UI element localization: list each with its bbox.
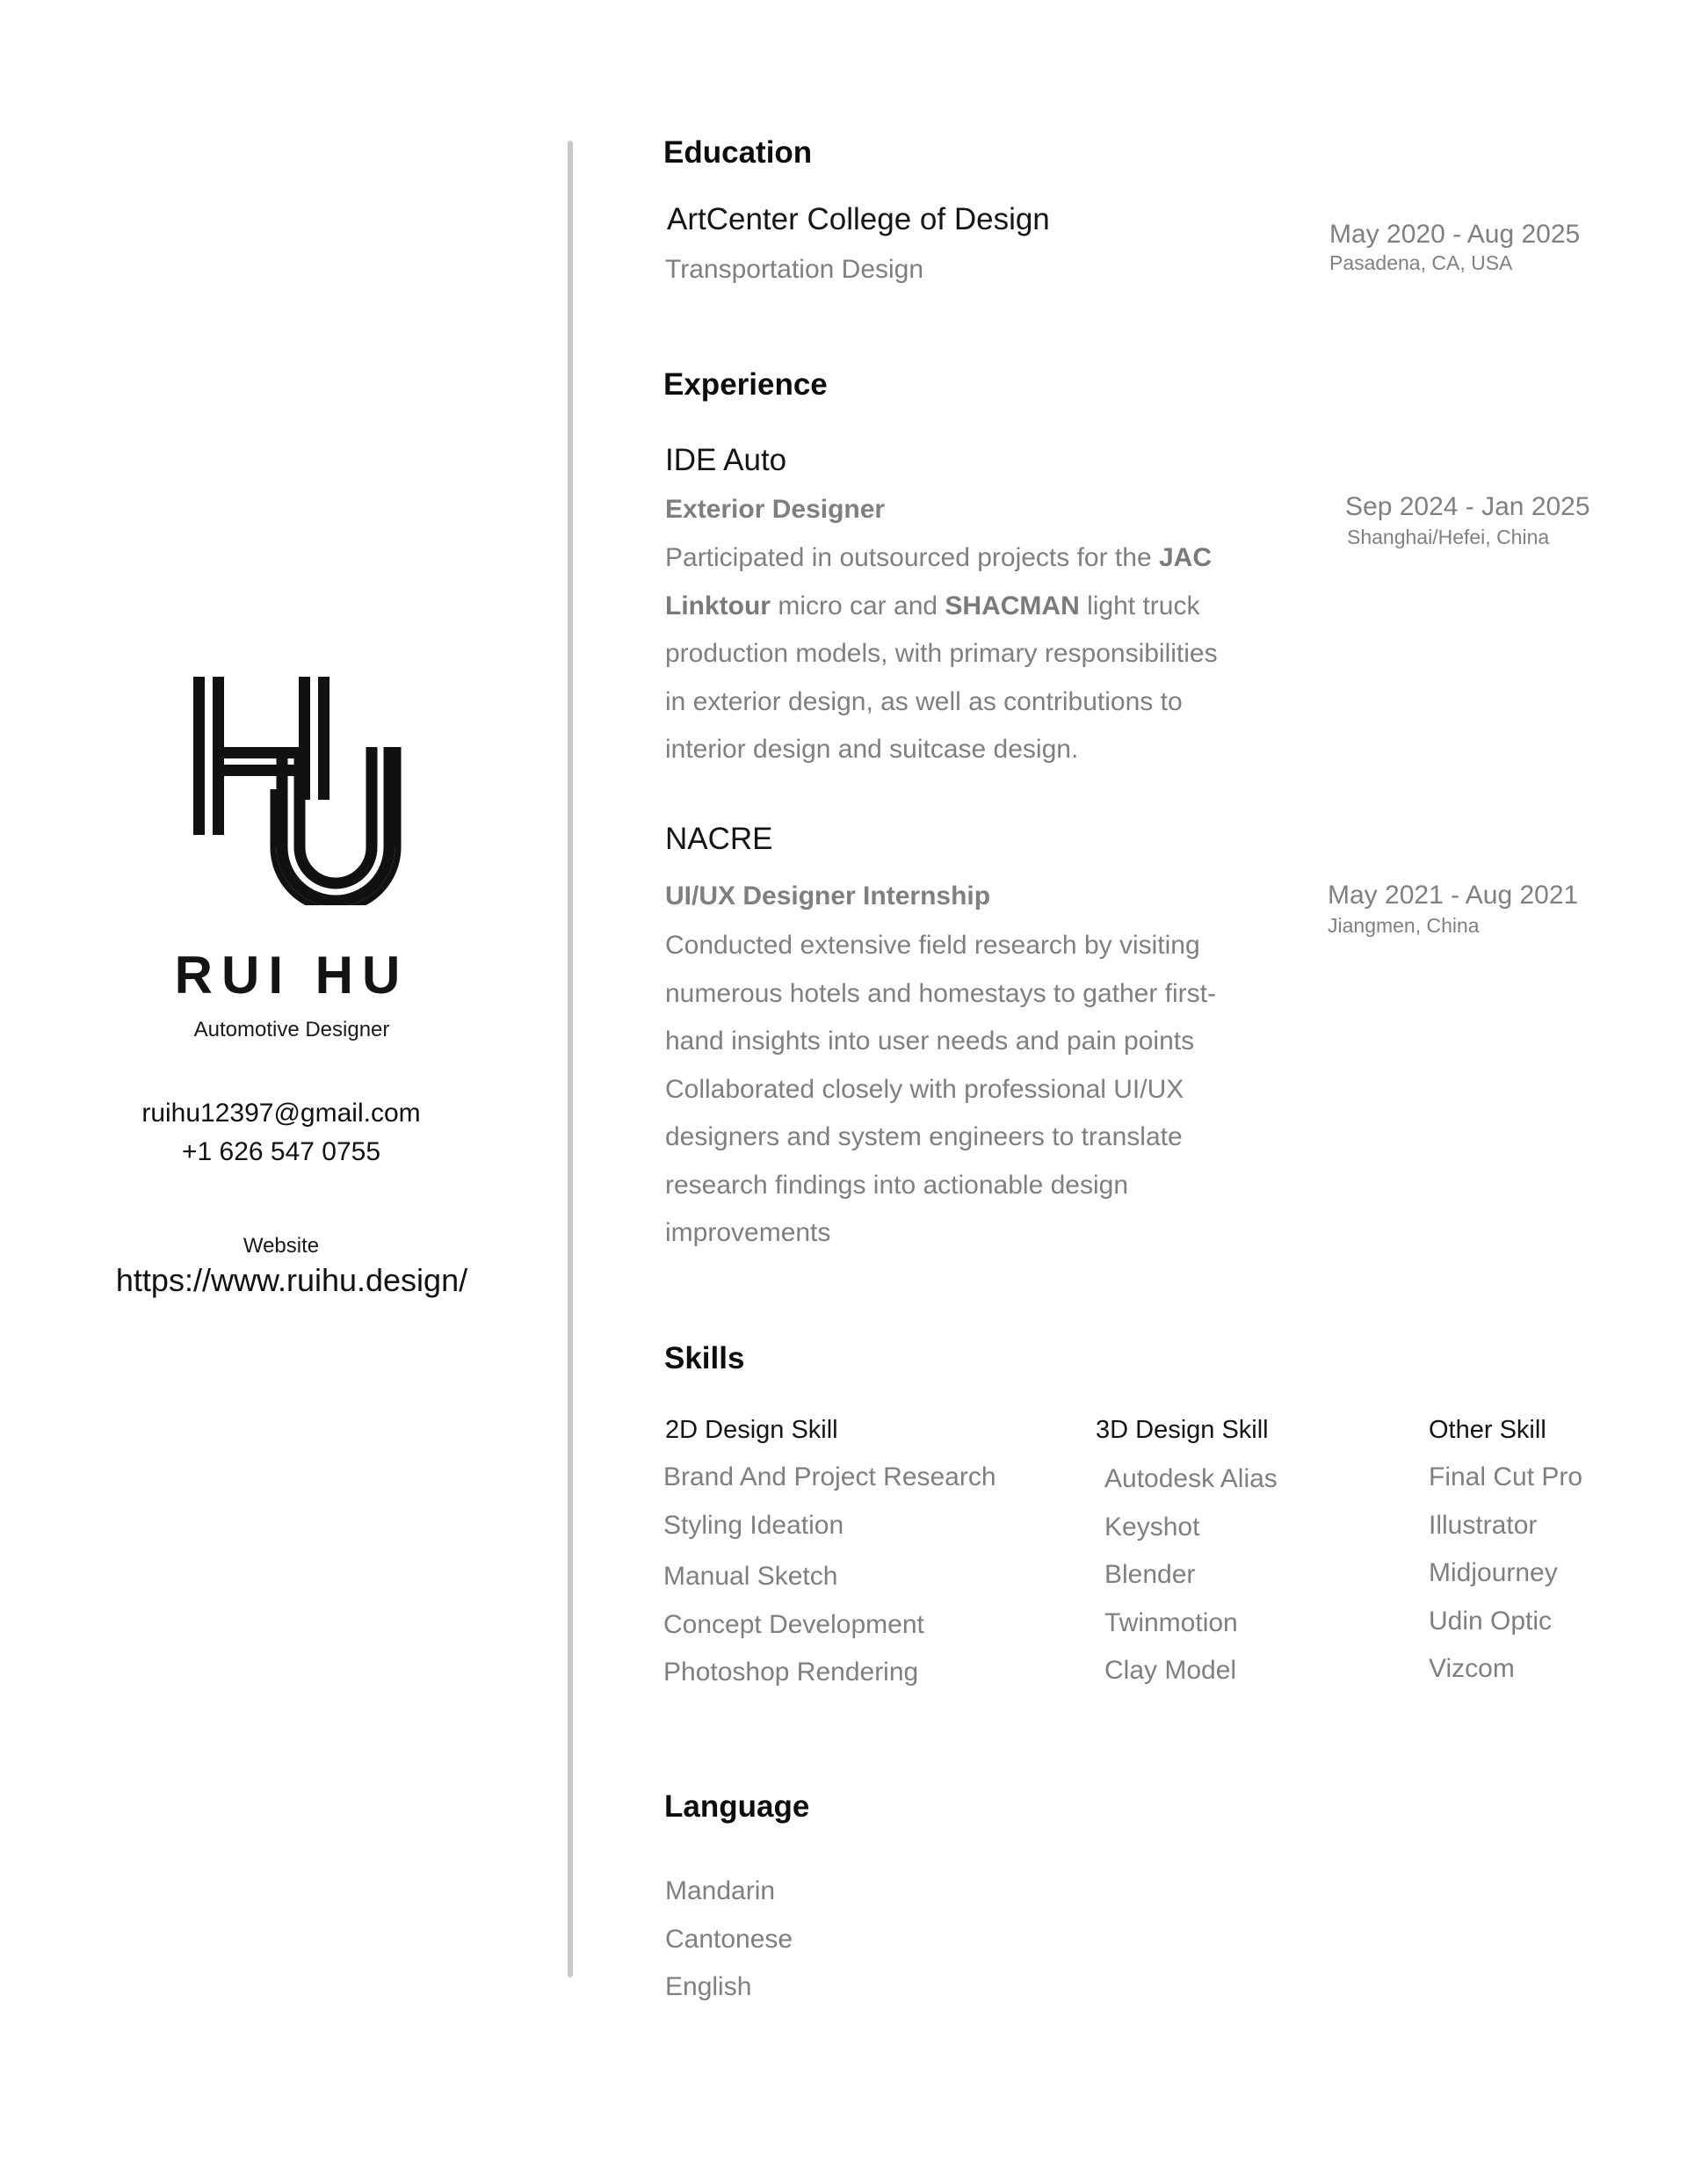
skills-heading: Skills <box>664 1341 745 1375</box>
skill-column-title: 2D Design Skill <box>665 1416 838 1444</box>
website-link[interactable]: https://www.ruihu.design/ <box>115 1262 468 1298</box>
skill-item: Vizcom <box>1429 1654 1515 1683</box>
job-company: IDE Auto <box>665 443 787 477</box>
job-title: UI/UX Designer Internship <box>665 882 991 911</box>
education-program: Transportation Design <box>665 255 924 284</box>
skill-item: Autodesk Alias <box>1104 1464 1278 1493</box>
education-dates: May 2020 - Aug 2025 <box>1329 220 1581 249</box>
education-heading: Education <box>663 135 813 170</box>
person-name: RUI HU <box>174 946 409 1005</box>
job-description: Participated in outsourced projects for the JAC Linktour micro car and SHACMAN light truck production models, with primary responsibilities in exterior design, as well as contributions to interior design and suitcase design. <box>665 543 1218 764</box>
experience-heading: Experience <box>663 367 828 402</box>
language-item: Cantonese <box>665 1924 793 1954</box>
language-heading: Language <box>664 1789 810 1824</box>
language-item: English <box>665 1972 752 2001</box>
job-location: Shanghai/Hefei, China <box>1347 526 1550 548</box>
skill-column-title: Other Skill <box>1429 1416 1546 1444</box>
skill-item: Clay Model <box>1104 1656 1237 1685</box>
skill-item: Blender <box>1104 1560 1196 1589</box>
skill-item: Manual Sketch <box>663 1562 838 1591</box>
skill-item: Photoshop Rendering <box>663 1658 919 1687</box>
column-divider <box>568 141 573 1977</box>
phone-number[interactable]: +1 626 547 0755 <box>181 1137 381 1166</box>
skill-item: Illustrator <box>1429 1510 1538 1540</box>
language-list <box>665 1868 793 2012</box>
person-role: Automotive Designer <box>193 1018 390 1041</box>
job-dates: Sep 2024 - Jan 2025 <box>1345 492 1590 521</box>
job-dates: May 2021 - Aug 2021 <box>1328 881 1579 910</box>
skill-list <box>1429 1454 1582 1694</box>
job-description: Conducted extensive field research by visiting numerous hotels and homestays to gather first-hand insights into user needs and pain points Collaborated closely with professional UI/UX designers and system engineers to translate research findings into actionable design improvements <box>665 931 1216 1247</box>
website-label: Website <box>243 1234 320 1258</box>
hu-logo-mark <box>185 666 406 905</box>
education-location: Pasadena, CA, USA <box>1329 251 1513 274</box>
skill-item: Styling Ideation <box>663 1510 844 1540</box>
skill-list <box>1104 1455 1278 1695</box>
skill-item: Twinmotion <box>1104 1607 1238 1637</box>
skill-item: Brand And Project Research <box>663 1462 996 1491</box>
job-location: Jiangmen, China <box>1328 914 1480 937</box>
skill-column-title: 3D Design Skill <box>1096 1416 1269 1444</box>
skill-item: Concept Development <box>663 1609 924 1639</box>
job-title: Exterior Designer <box>665 495 886 524</box>
language-item: Mandarin <box>665 1876 776 1905</box>
education-school: ArtCenter College of Design <box>667 202 1050 236</box>
job-highlight: SHACMAN <box>945 591 1080 620</box>
job-company: NACRE <box>665 822 773 856</box>
job-highlight: JAC Linktour <box>665 543 1212 620</box>
skill-item: Udin Optic <box>1429 1606 1553 1636</box>
skill-list <box>663 1454 996 1697</box>
skill-item: Final Cut Pro <box>1429 1462 1583 1491</box>
skill-item: Midjourney <box>1429 1558 1558 1587</box>
email-link[interactable]: ruihu12397@gmail.com <box>141 1099 421 1128</box>
skill-item: Keyshot <box>1104 1512 1200 1542</box>
